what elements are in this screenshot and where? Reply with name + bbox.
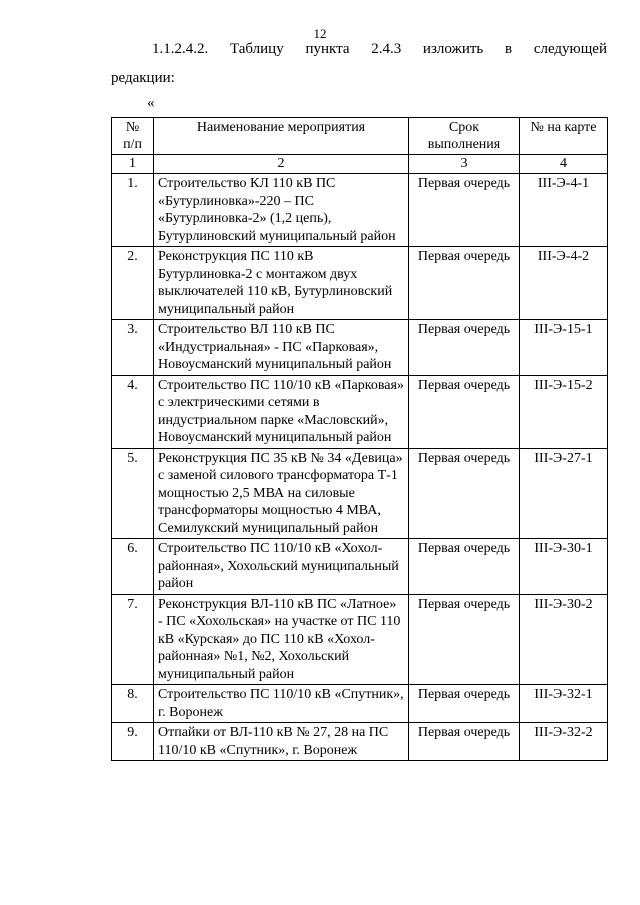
table-row [112,723,608,761]
table-row [112,594,608,685]
row-number: 1. [112,174,154,247]
table-row [112,448,608,539]
row-number: 3. [112,320,154,376]
row-number: 5. [112,448,154,539]
row-map: III-Э-15-1 [520,320,608,376]
intro-word: в [505,41,513,57]
header-name: Наименование мероприятия [154,118,409,155]
row-map: III-Э-4-2 [520,247,608,320]
table-row [112,539,608,595]
intro-word: следующей [533,41,607,57]
row-term: Первая очередь [409,594,520,685]
row-number: 8. [112,685,154,723]
row-name: Строительство ПС 110/10 кВ «Спутник», г. Воронеж [154,685,409,723]
header-term-line: Срок [448,120,480,135]
intro-word: 1.1.2.4.2. [152,41,209,57]
row-term: Первая очередь [409,685,520,723]
table-row [112,247,608,320]
row-map: III-Э-32-2 [520,723,608,761]
row-term: Первая очередь [409,539,520,595]
table-row [112,685,608,723]
table-header-row [112,118,608,155]
header-map: № на карте [520,118,608,155]
row-map: III-Э-30-2 [520,594,608,685]
row-number: 6. [112,539,154,595]
row-name: Реконструкция ПС 110 кВ Бутурлиновка-2 с монтажом двух выключателей 110 кВ, Бутурлиновский муниципальный район [154,247,409,320]
row-map: III-Э-27-1 [520,448,608,539]
header-num [112,118,154,155]
table-row [112,174,608,247]
intro-line-1 [152,41,607,58]
intro-line-2: редакции: [111,70,175,86]
row-term: Первая очередь [409,375,520,448]
row-number: 2. [112,247,154,320]
intro-word: Таблицу [229,41,284,57]
opening-quote: « [147,95,155,111]
measures-table [111,117,608,761]
column-number: 4 [520,155,608,174]
intro-word: изложить [422,41,484,57]
page-number: 12 [313,26,327,41]
row-term: Первая очередь [409,448,520,539]
row-term: Первая очередь [409,723,520,761]
row-number: 9. [112,723,154,761]
row-term: Первая очередь [409,174,520,247]
row-name: Строительство ПС 110/10 кВ «Парковая» с электрическими сетями в индустриальном парке «Масловский», Новоусманский муниципальный район [154,375,409,448]
table-row [112,320,608,376]
row-map: III-Э-15-2 [520,375,608,448]
row-term: Первая очередь [409,247,520,320]
column-number: 1 [112,155,154,174]
header-term-line: выполнения [427,137,501,152]
row-name: Отпайки от ВЛ-110 кВ № 27, 28 на ПС 110/10 кВ «Спутник», г. Воронеж [154,723,409,761]
intro-word: пункта [305,41,350,57]
row-name: Строительство КЛ 110 кВ ПС «Бутурлиновка»-220 – ПС «Бутурлиновка-2» (1,2 цепь), Бутурлиновский муниципальный район [154,174,409,247]
row-map: III-Э-32-1 [520,685,608,723]
row-map: III-Э-30-1 [520,539,608,595]
row-number: 7. [112,594,154,685]
header-num-line: № [125,120,140,135]
row-term: Первая очередь [409,320,520,376]
intro-word: 2.4.3 [371,41,402,57]
header-num-line: п/п [123,137,142,152]
row-number: 4. [112,375,154,448]
row-name: Реконструкция ПС 35 кВ № 34 «Девица» с заменой силового трансформатора Т-1 мощностью 2,5 МВА на силовые трансформаторы мощностью 4 МВА, Семилукский муниципальный район [154,448,409,539]
header-term [409,118,520,155]
table-row [112,375,608,448]
column-number-row [112,155,608,174]
row-map: III-Э-4-1 [520,174,608,247]
row-name: Реконструкция ВЛ-110 кВ ПС «Латное» - ПС «Хохольская» на участке от ПС 110 кВ «Курская» до ПС 110 кВ «Хохол-районная» №1, №2, Хохольский муниципальный район [154,594,409,685]
column-number: 2 [154,155,409,174]
row-name: Строительство ВЛ 110 кВ ПС «Индустриальная» - ПС «Парковая», Новоусманский муниципальный район [154,320,409,376]
row-name: Строительство ПС 110/10 кВ «Хохол-районная», Хохольский муниципальный район [154,539,409,595]
column-number: 3 [409,155,520,174]
